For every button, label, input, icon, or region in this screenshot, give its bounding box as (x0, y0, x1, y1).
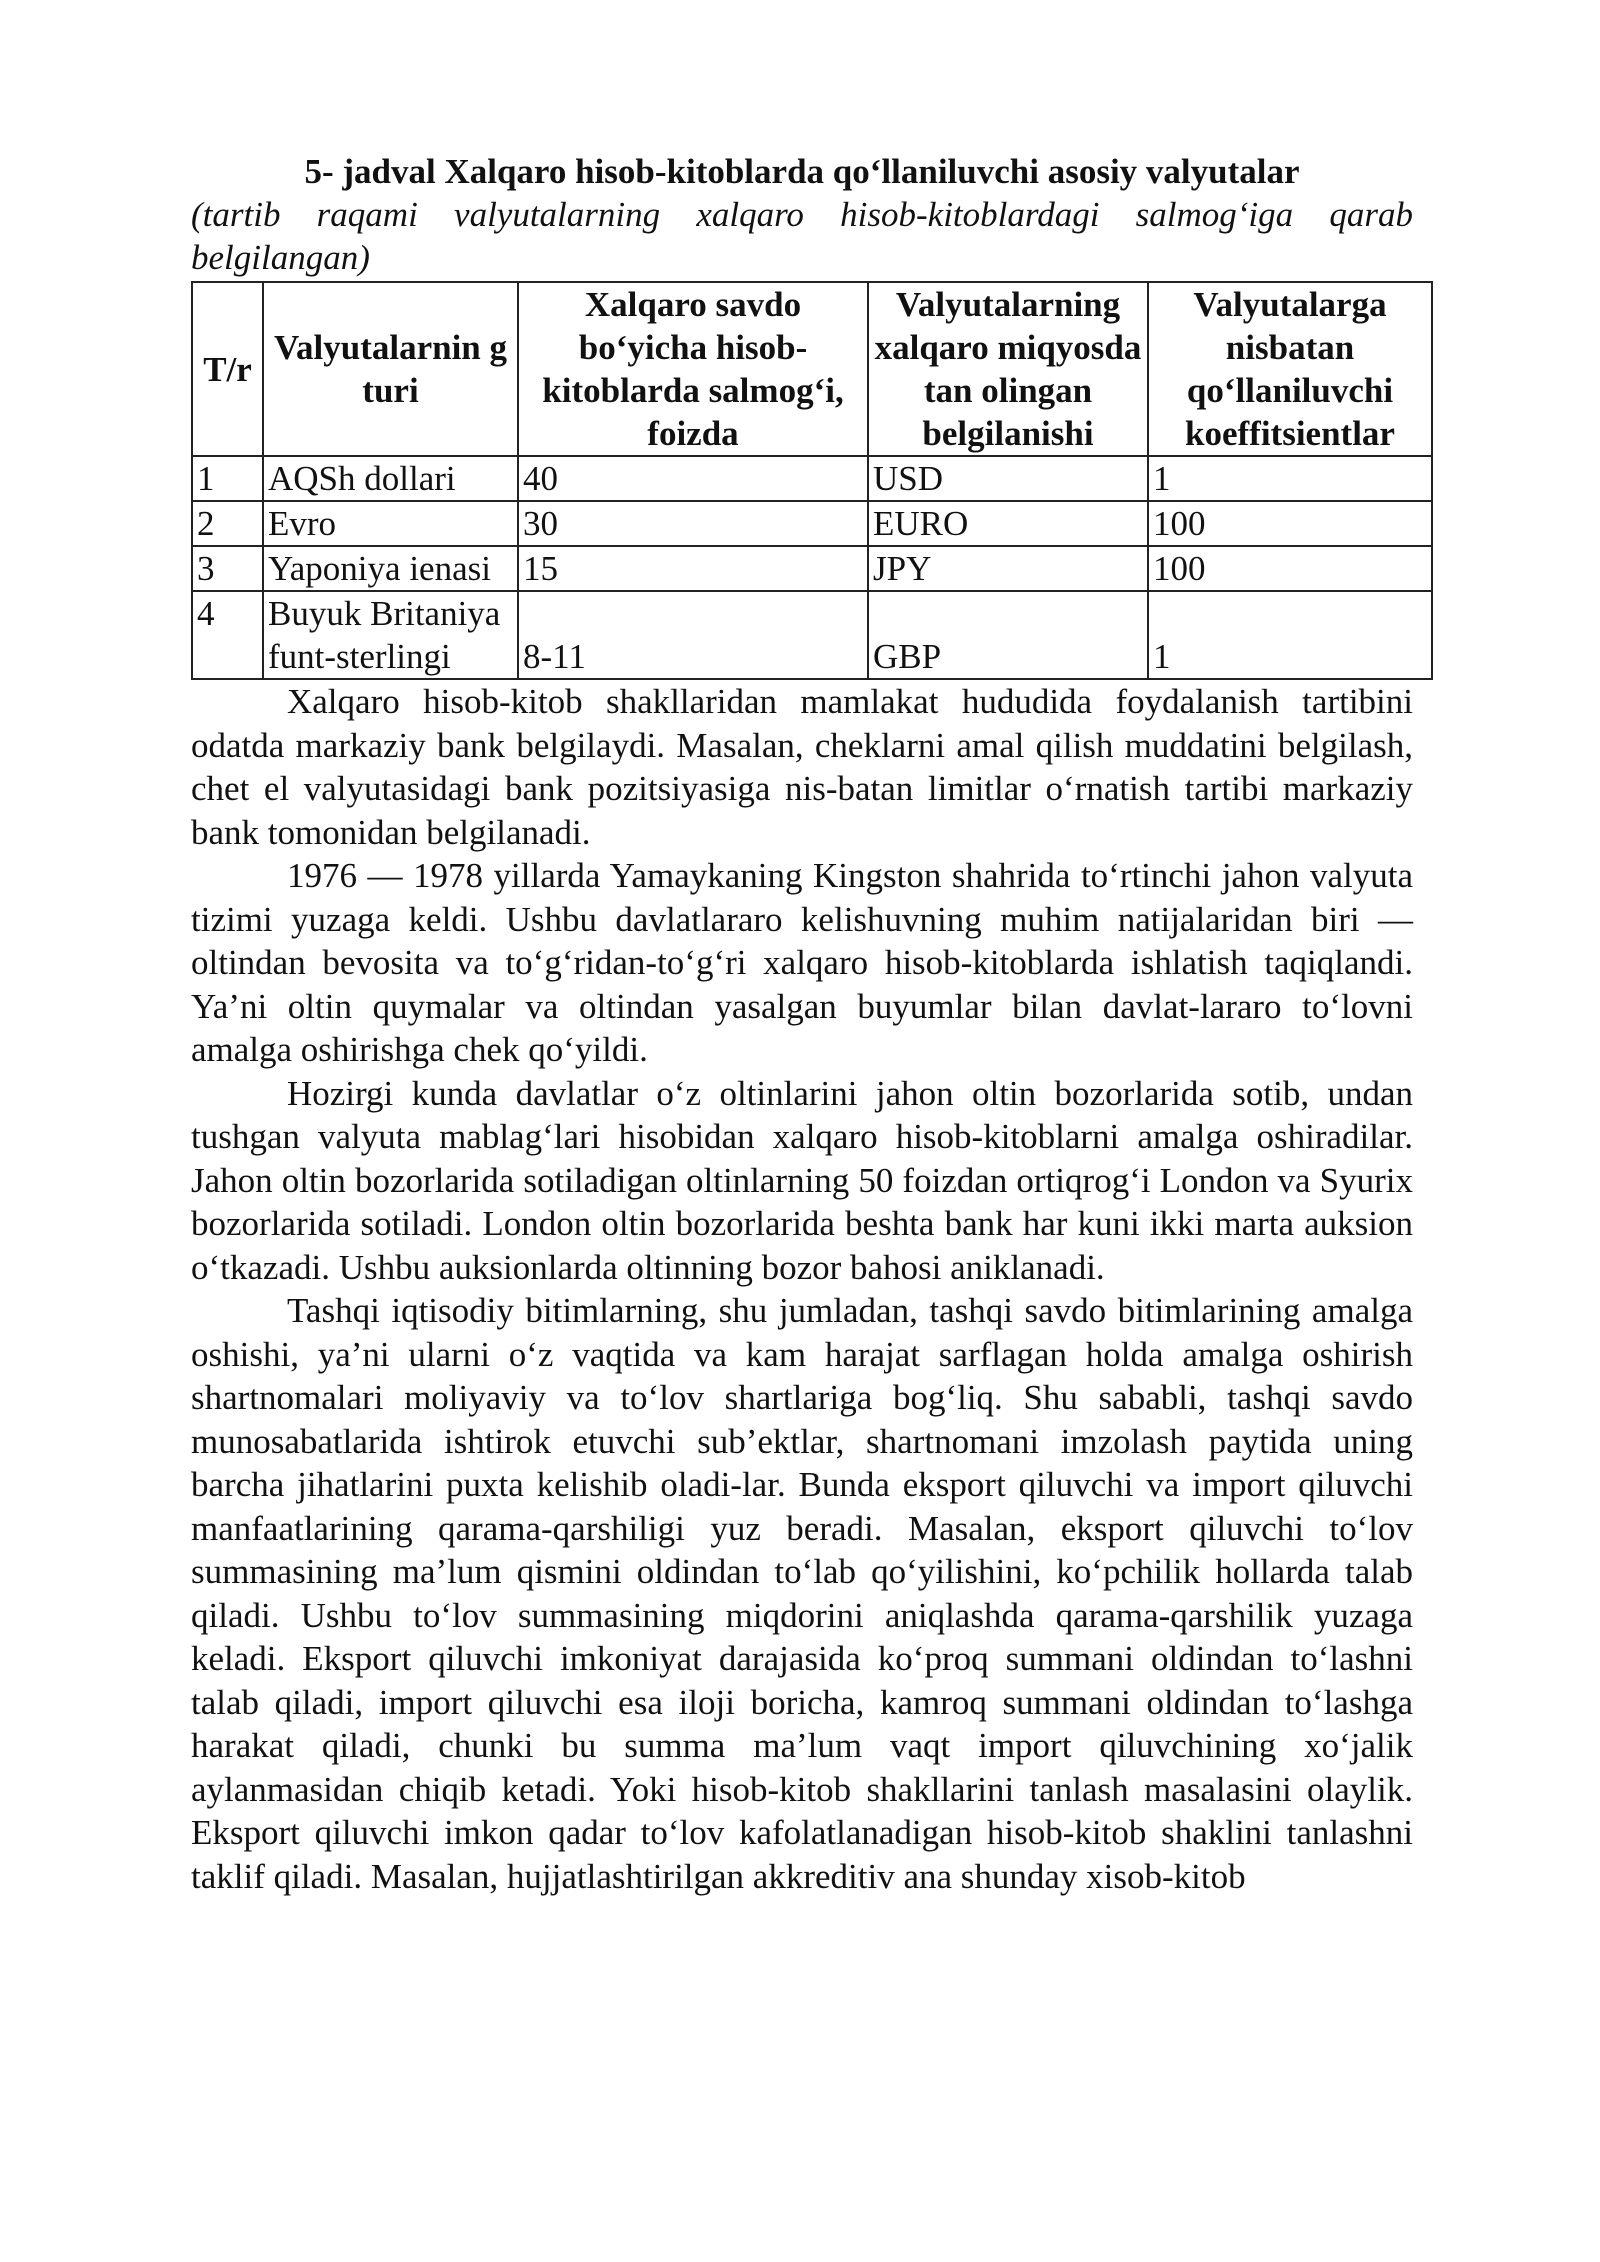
table-title: 5- jadval Xalqaro hisob-kitoblarda qo‘llaniluvchi asosiy valyutalar (304, 152, 1300, 191)
header-currency-type: Valyutalarnin g turi (263, 282, 518, 456)
table-header-row (192, 282, 1432, 456)
cell-currency-type: Yaponiya ienasi (263, 546, 518, 591)
cell-share-percent: 8-11 (518, 591, 868, 679)
cell-currency-code: JPY (868, 546, 1148, 591)
cell-number: 1 (192, 456, 263, 501)
document-page (191, 150, 1413, 1898)
body-paragraph: Tashqi iqtisodiy bitimlarning, shu jumladan, tashqi savdo bitimlarining amalga oshishi, ya’ni ularni o‘z vaqtida va kam harajat sarflagan holda amalga oshirish shartnomalari moliyaviy va to‘lov shartlariga bog‘liq. Shu sababli, tashqi savdo munosabatlarida ishtirok etuvchi sub’ektlar, shartnomani imzolash paytida uning barcha jihatlarini puxta kelishib oladi-lar. Bunda eksport qiluvchi va import qiluvchi manfaatlarining qarama-qarshiligi yuz beradi. Masalan, eksport qiluvchi to‘lov summasining ma’lum qismini oldindan to‘lab qo‘yilishini, ko‘pchilik hollarda talab qiladi. Ushbu to‘lov summasining miqdorini aniqlashda qarama-qarshilik yuzaga keladi. Eksport qiluvchi imkoniyat darajasida ko‘proq summani oldindan to‘lashni talab qiladi, import qiluvchi esa iloji boricha, kamroq summani oldindan to‘lashga harakat qiladi, chunki bu summa ma’lum vaqt import qiluvchining xo‘jalik aylanmasidan chiqib ketadi. Yoki hisob-kitob shakllarini tanlash masalasini olaylik. Eksport qiluvchi imkon qadar to‘lov kafolatlanadigan hisob-kitob shaklini tanlashni taklif qiladi. Masalan, hujjatlashtirilgan akkreditiv ana shunday xisob-kitob (191, 1291, 1413, 1896)
header-currency-code: Valyutalarning xalqaro miqyosda tan olingan belgilanishi (868, 282, 1148, 456)
cell-number: 2 (192, 501, 263, 546)
cell-currency-code: GBP (868, 591, 1148, 679)
cell-currency-code: USD (868, 456, 1148, 501)
cell-share-percent: 15 (518, 546, 868, 591)
cell-coefficient: 100 (1148, 501, 1432, 546)
table-row (192, 501, 1432, 546)
table-row (192, 546, 1432, 591)
header-number: T/r (192, 282, 263, 456)
body-paragraph: Hozirgi kunda davlatlar o‘z oltinlarini jahon oltin bozorlarida sotib, undan tushgan valyuta mablag‘lari hisobidan xalqaro hisob-kitoblarni amalga oshiradilar. Jahon oltin bozorlarida sotiladigan oltinlarning 50 foizdan ortiqrog‘i London va Syurix bozorlarida sotiladi. London oltin bozorlarida beshta bank har kuni ikki marta auksion o‘tkazadi. Ushbu auksionlarda oltinning bozor bahosi aniklanadi. (191, 1073, 1413, 1287)
table-row (192, 591, 1432, 679)
cell-coefficient: 1 (1148, 591, 1432, 679)
cell-currency-type: Evro (263, 501, 518, 546)
header-coefficient: Valyutalarga nisbatan qo‘llaniluvchi koeffitsientlar (1148, 282, 1432, 456)
cell-number: 4 (192, 591, 263, 679)
table-subtitle: (tartib raqami valyutalarning xalqaro hisob-kitoblardagi salmog‘iga qarab belgilangan) (191, 195, 1413, 277)
cell-share-percent: 40 (518, 456, 868, 501)
cell-number: 3 (192, 546, 263, 591)
cell-currency-type: AQSh dollari (263, 456, 518, 501)
header-share-percent: Xalqaro savdo bo‘yicha hisob-kitoblarda salmog‘i, foizda (518, 282, 868, 456)
cell-share-percent: 30 (518, 501, 868, 546)
table-row (192, 456, 1432, 501)
currency-table (191, 281, 1433, 680)
body-paragraph: 1976 — 1978 yillarda Yamaykaning Kingston shahrida to‘rtinchi jahon valyuta tizimi yuzaga keldi. Ushbu davlatlararo kelishuvning muhim natijalaridan biri — oltindan bevosita va to‘g‘ridan-to‘g‘ri xalqaro hisob-kitoblarda ishlatish taqiqlandi. Ya’ni oltin quymalar va oltindan yasalgan buyumlar bilan davlat-lararo to‘lovni amalga oshirishga chek qo‘yildi. (191, 856, 1413, 1069)
cell-currency-type: Buyuk Britaniya funt-sterlingi (263, 591, 518, 679)
cell-currency-code: EURO (868, 501, 1148, 546)
body-paragraph: Xalqaro hisob-kitob shakllaridan mamlakat hududida foydalanish tartibini odatda markaziy bank belgilaydi. Masalan, cheklarni amal qilish muddatini belgilash, chet el valyutasidagi bank pozitsiyasiga nis-batan limitlar o‘rnatish tartibi markaziy bank tomonidan belgilanadi. (191, 682, 1413, 852)
cell-coefficient: 100 (1148, 546, 1432, 591)
cell-coefficient: 1 (1148, 456, 1432, 501)
